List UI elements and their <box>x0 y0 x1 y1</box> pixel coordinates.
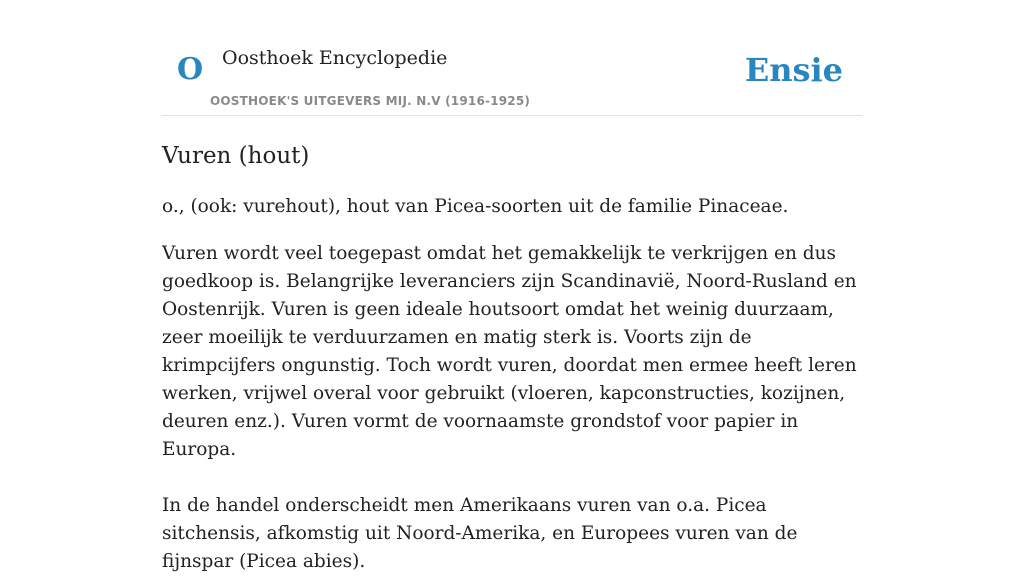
content-container <box>162 0 862 576</box>
article-title: Vuren (hout) <box>162 143 310 169</box>
source-title-link[interactable]: Oosthoek Encyclopedie <box>222 47 448 69</box>
article-paragraph: o., (ook: vurehout), hout van Picea-soorten uit de familie Pinaceae. <box>162 196 789 217</box>
source-header <box>162 0 862 116</box>
article-paragraph: In de handel onderscheidt men Amerikaans vuren van o.a. Picea sitchensis, afkomstig uit Noord-Amerika, en Europees vuren van de fijnspar (Picea abies). <box>162 495 798 572</box>
article <box>162 141 862 576</box>
article-paragraph: Vuren wordt veel toegepast omdat het gemakkelijk te verkrijgen en dus goedkoop is. Belangrijke leveranciers zijn Scandinavië, Noord-Rusland en Oostenrijk. Vuren is geen ideale houtsoort omdat het weinig duurzaam, zeer moeilijk te verduurzamen en matig sterk is. Voorts zijn de krimpcijfers ongunstig. Toch wordt vuren, doordat men ermee heeft leren werken, vrijwel overal voor gebruikt (vloeren, kapconstructies, kozijnen, deuren enz.). Vuren vormt de voornaamste grondstof voor papier in Europa. <box>162 243 857 460</box>
source-logo[interactable]: O <box>177 52 204 87</box>
source-publisher: OOSTHOEK'S UITGEVERS MIJ. N.V (1916-1925) <box>210 94 531 108</box>
ensie-logo-link[interactable]: Ensie <box>744 51 843 89</box>
